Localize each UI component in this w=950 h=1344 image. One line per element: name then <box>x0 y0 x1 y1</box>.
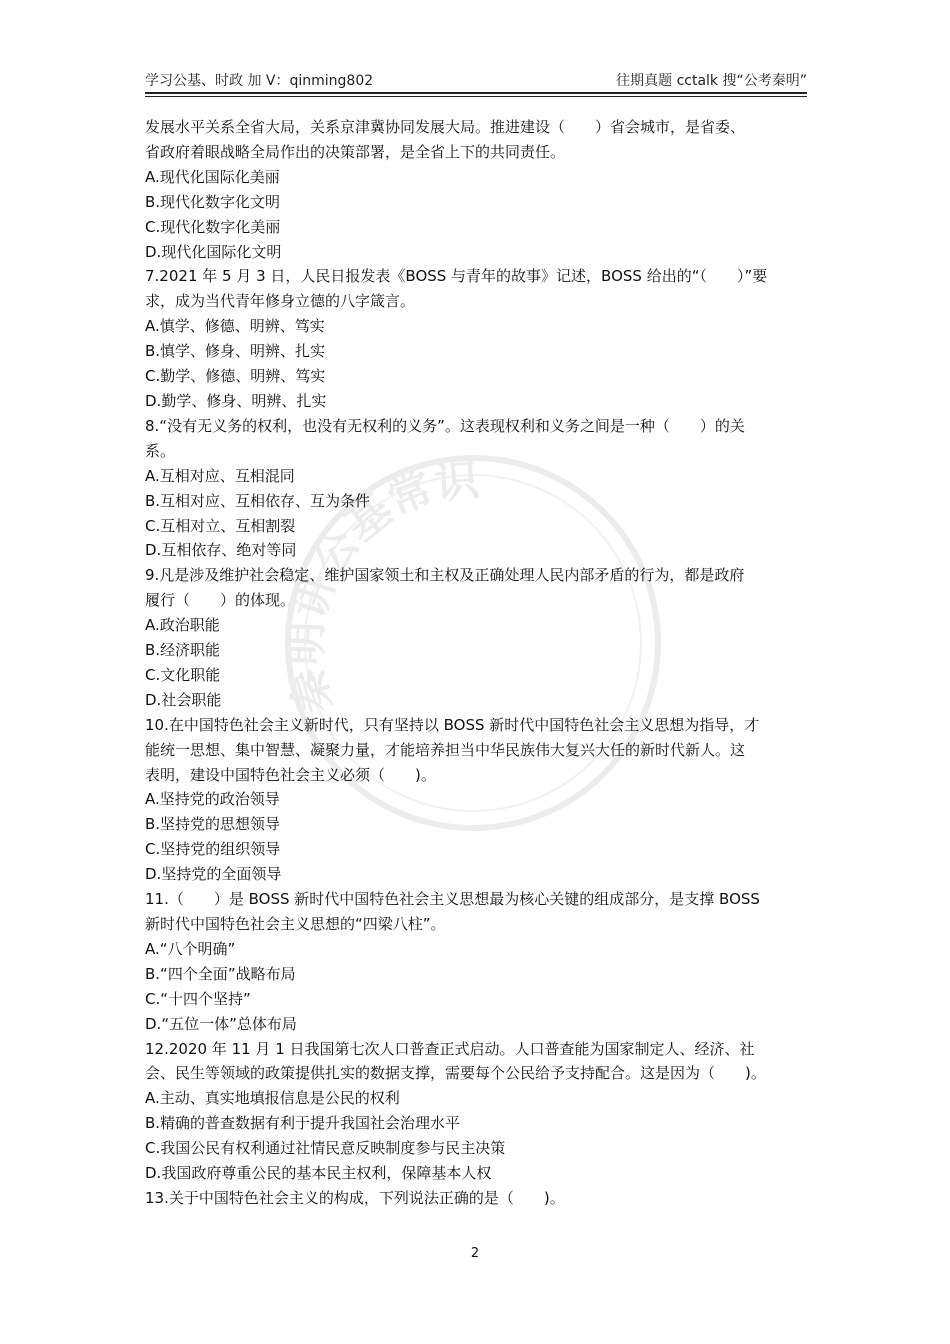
text-line: D.坚持党的全面领导 <box>145 865 282 884</box>
header-rule-thin <box>145 96 807 97</box>
text-line: A.坚持党的政治领导 <box>145 790 280 809</box>
text-line: 履行（ ）的体现。 <box>145 591 296 610</box>
text-line: D.我国政府尊重公民的基本民主权利，保障基本人权 <box>145 1164 492 1183</box>
text-line: C.互相对立、互相割裂 <box>145 516 296 535</box>
document-body <box>145 115 807 1211</box>
page-header <box>145 66 807 90</box>
text-line: A.现代化国际化美丽 <box>145 167 280 186</box>
text-line: B.慎学、修身、明辨、扎实 <box>145 342 326 361</box>
text-line: B.现代化数字化文明 <box>145 192 281 211</box>
header-left-text: 学习公基、时政 加 V：qinming802 <box>145 73 374 89</box>
text-line: 新时代中国特色社会主义思想的“四梁八柱”。 <box>145 915 446 933</box>
text-line: 会、民生等领域的政策提供扎实的数据支撑，需要每个公民给予支持配合。这是因为（ )。 <box>145 1064 766 1083</box>
text-line: 11.（ ）是 BOSS 新时代中国特色社会主义思想最为核心关键的组成部分，是支撑 BOSS <box>145 890 760 909</box>
text-line: C.我国公民有权利通过社情民意反映制度参与民主决策 <box>145 1139 506 1158</box>
watermark-text: 秦明讲公基常识 <box>280 454 482 719</box>
text-line: 9.凡是涉及维护社会稳定、维护国家领土和主权及正确处理人民内部矛盾的行为，都是政府 <box>145 566 745 585</box>
text-line: 发展水平关系全省大局，关系京津冀协同发展大局。推进建设（ ）省会城市，是省委、 <box>145 118 746 136</box>
text-line: 10.在中国特色社会主义新时代，只有坚持以 BOSS 新时代中国特色社会主义思想为指导，才 <box>145 715 760 734</box>
text-line: 12.2020 年 11 月 1 日我国第七次人口普查正式启动。人口普查能为国家制定人、经济、社 <box>145 1039 755 1058</box>
text-line: C.坚持党的组织领导 <box>145 840 281 859</box>
text-line: D.现代化国际化文明 <box>145 242 282 261</box>
text-line: C.勤学、修德、明辨、笃实 <box>145 367 326 386</box>
text-line: 能统一思想、集中智慧、凝聚力量，才能培养担当中华民族伟大复兴大任的新时代新人。这 <box>145 740 746 759</box>
text-line: A.互相对应、互相混同 <box>145 466 295 485</box>
text-line: 7.2021 年 5 月 3 日，人民日报发表《BOSS 与青年的故事》记述，BOSS 给出的“（ ）”要 <box>145 267 768 286</box>
header-rule-thick <box>145 92 807 94</box>
text-line: D.互相依存、绝对等同 <box>145 541 297 560</box>
text-line: A.政治职能 <box>145 616 220 635</box>
text-line: B.坚持党的思想领导 <box>145 815 281 834</box>
text-line: D.“五位一体”总体布局 <box>145 1014 297 1033</box>
text-line: 系。 <box>145 441 176 460</box>
text-line: 省政府着眼战略全局作出的决策部署，是全省上下的共同责任。 <box>145 142 566 161</box>
text-line: 8.“没有无义务的权利，也没有无权利的义务”。这表现权利和义务之间是一种（ ）的关 <box>145 416 745 435</box>
text-line: A.主动、真实地填报信息是公民的权利 <box>145 1089 400 1108</box>
text-line: C.现代化数字化美丽 <box>145 217 281 236</box>
text-line: 表明，建设中国特色社会主义必须（ )。 <box>145 765 436 784</box>
text-line: D.勤学、修身、明辨、扎实 <box>145 391 327 410</box>
text-line: A.“八个明确” <box>145 939 236 958</box>
page-number: 2 <box>470 1246 480 1261</box>
text-line: B.精确的普查数据有利于提升我国社会治理水平 <box>145 1114 461 1133</box>
text-line: C.文化职能 <box>145 665 221 684</box>
text-line: C.“十四个坚持” <box>145 989 251 1008</box>
text-line: B.经济职能 <box>145 641 221 660</box>
text-line: B.互相对应、互相依存、互为条件 <box>145 491 371 510</box>
text-line: 求，成为当代青年修身立德的八字箴言。 <box>145 292 416 311</box>
text-line: B.“四个全面”战略布局 <box>145 964 296 983</box>
text-line: 13.关于中国特色社会主义的构成，下列说法正确的是（ )。 <box>145 1188 565 1207</box>
header-right-text: 往期真题 cctalk 搜“公考秦明” <box>616 73 807 89</box>
text-line: A.慎学、修德、明辨、笃实 <box>145 317 325 336</box>
text-line: D.社会职能 <box>145 690 222 709</box>
